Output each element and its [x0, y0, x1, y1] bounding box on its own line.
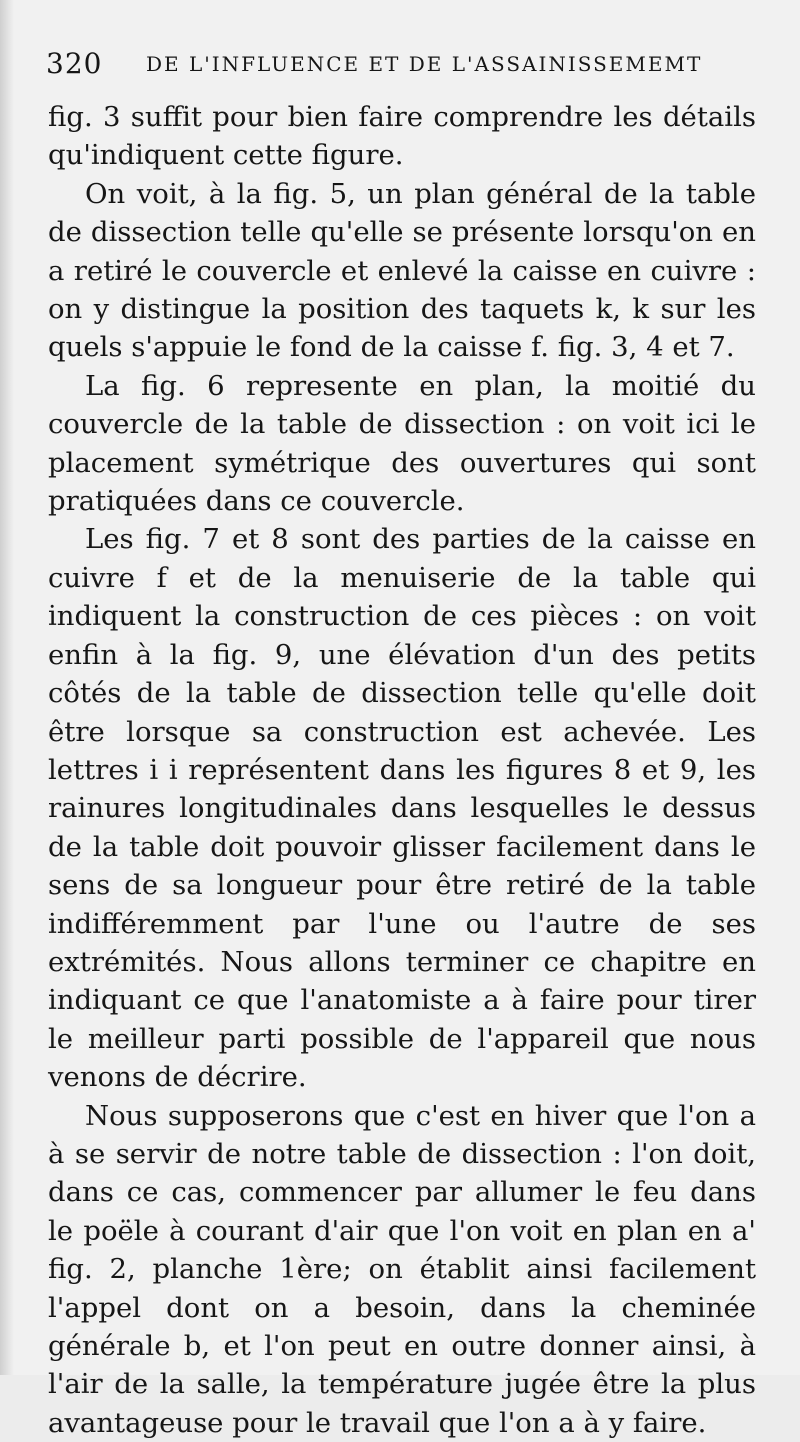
- page-edge-shadow: [0, 0, 14, 1375]
- paragraph-fig-5: On voit, à la fig. 5, un plan général de la table de dissection telle qu'elle se présente lorsqu'on en a retiré le couvercle et enlevé la caisse en cuivre : on y distingue la position des taquets k, k sur les quels s'appuie le fond de la caisse f. fig. 3, 4 et 7.: [48, 177, 756, 364]
- body-text: [48, 98, 756, 1442]
- running-head: DE L'INFLUENCE ET DE L'ASSAINISSEMEMT: [146, 52, 703, 76]
- paragraph-fig-6: La fig. 6 represente en plan, la moitié du couvercle de la table de dissection : on voit ici le placement symétrique des ouvertures qui sont pratiquées dans ce couvercle.: [48, 369, 756, 518]
- paragraph-fig-7-8-9: Les fig. 7 et 8 sont des parties de la caisse en cuivre f et de la menuiserie de la table qui indiquent la construction de ces pièces : on voit enfin à la fig. 9, une élévation d'un des petits côtés de la table de dissection telle qu'elle doit être lorsque sa construction est achevée. Les lettres i i représentent dans les figures 8 et 9, les rainures longitudinales dans lesquelles le dessus de la table doit pouvoir glisser facilement dans le sens de sa longueur pour être retiré de la table indifféremment par l'une ou l'autre de ses extrémités. Nous allons terminer ce chapitre en indiquant ce que l'anatomiste a à faire pour tirer le meilleur parti possible de l'appareil que nous venons de décrire.: [48, 523, 756, 1094]
- page-number: 320: [46, 47, 103, 80]
- paragraph-winter-use: Nous supposerons que c'est en hiver que l'on a à se servir de notre table de dissection : l'on doit, dans ce cas, commencer par allumer le feu dans le poële à courant d'air que l'on voit en plan en a' fig. 2, planche 1ère; on établit ainsi facilement l'appel dont on a besoin, dans la cheminée générale b, et l'on peut en outre donner ainsi, à l'air de la salle, la température jugée être la plus avantageuse pour le travail que l'on a à y faire.: [48, 1099, 756, 1439]
- page-header: [46, 44, 756, 84]
- paragraph-continuation: fig. 3 suffit pour bien faire comprendre les détails qu'indiquent cette figure.: [48, 101, 756, 172]
